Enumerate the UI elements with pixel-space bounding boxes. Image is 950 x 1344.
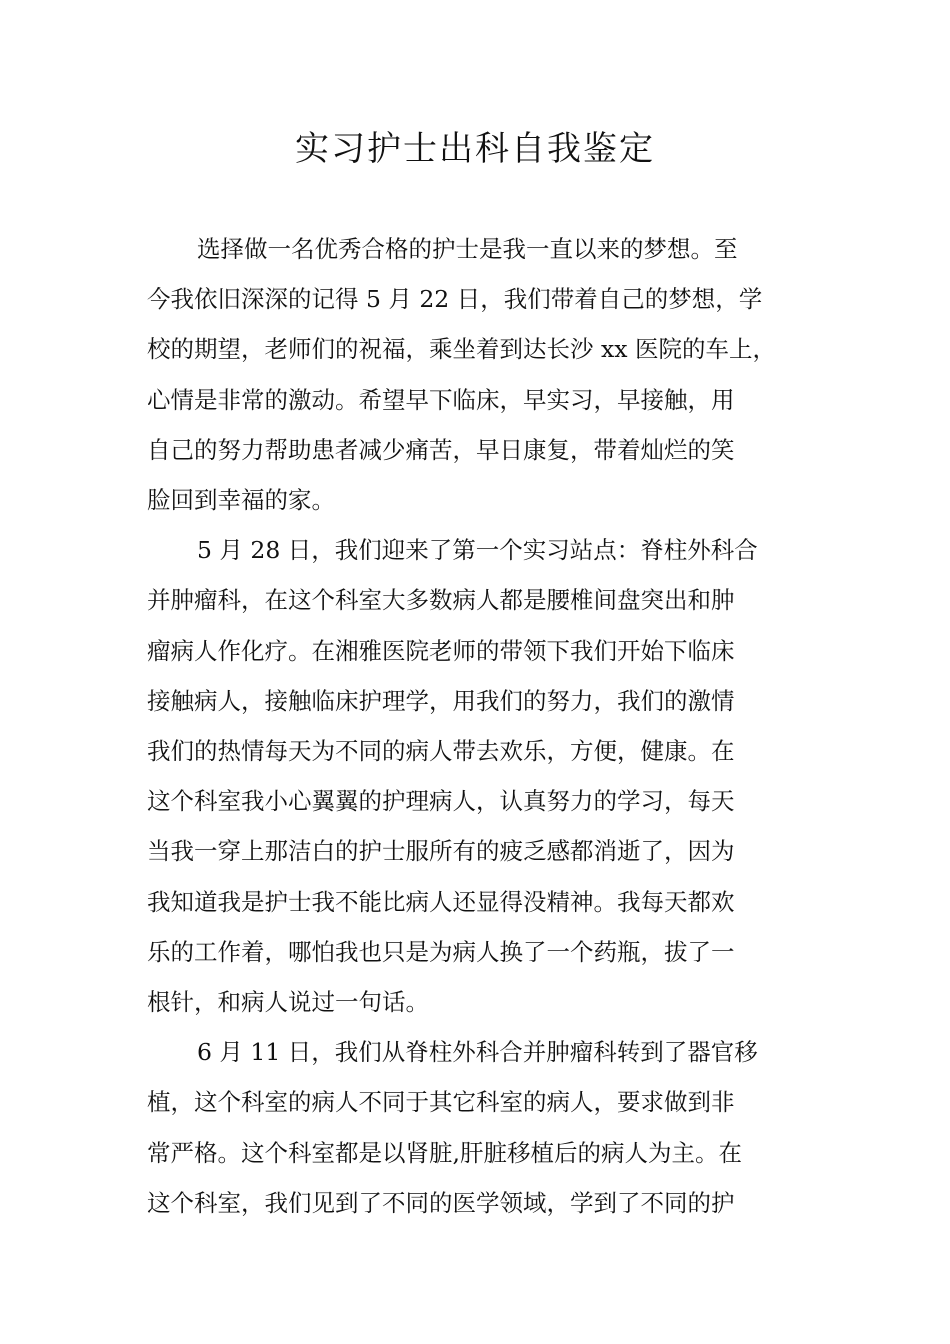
paragraph-line: 5 月 28 日，我们迎来了第一个实习站点：脊柱外科合 [197, 536, 758, 565]
paragraph-1 [147, 224, 812, 525]
paragraph-line: 这个科室，我们见到了不同的医学领域，学到了不同的护 [147, 1188, 735, 1217]
paragraph-line: 根针，和病人说过一句话。 [147, 988, 429, 1017]
paragraph-3 [147, 1027, 812, 1228]
paragraph-line: 常严格。这个科室都是以肾脏,肝脏移植后的病人为主。在 [147, 1138, 742, 1167]
paragraph-line: 瘤病人作化疗。在湘雅医院老师的带领下我们开始下临床 [147, 636, 735, 665]
paragraph-line: 自己的努力帮助患者减少痛苦，早日康复，带着灿烂的笑 [147, 435, 735, 464]
paragraph-line: 接触病人，接触临床护理学，用我们的努力，我们的激情 [147, 686, 735, 715]
paragraph-line: 我知道我是护士我不能比病人还显得没精神。我每天都欢 [147, 887, 735, 916]
paragraph-line: 选择做一名优秀合格的护士是我一直以来的梦想。至 [197, 235, 738, 263]
paragraph-line: 乐的工作着，哪怕我也只是为病人换了一个药瓶，拔了一 [147, 937, 735, 966]
paragraph-line: 这个科室我小心翼翼的护理病人，认真努力的学习，每天 [147, 787, 735, 816]
paragraph-line: 心情是非常的激动。希望早下临床，早实习，早接触，用 [147, 385, 735, 414]
paragraph-line: 脸回到幸福的家。 [147, 486, 335, 515]
document-body [147, 224, 812, 1228]
paragraph-line: 校的期望，老师们的祝福，乘坐着到达长沙 xx 医院的车上， [147, 335, 776, 364]
paragraph-line: 6 月 11 日，我们从脊柱外科合并肿瘤科转到了器官移 [197, 1038, 758, 1067]
paragraph-line: 今我依旧深深的记得 5 月 22 日，我们带着自己的梦想，学 [147, 285, 763, 314]
paragraph-line: 植，这个科室的病人不同于其它科室的病人，要求做到非 [147, 1088, 735, 1117]
paragraph-line: 并肿瘤科，在这个科室大多数病人都是腰椎间盘突出和肿 [147, 586, 735, 615]
paragraph-line: 我们的热情每天为不同的病人带去欢乐，方便，健康。在 [147, 737, 735, 766]
paragraph-2 [147, 525, 812, 1027]
document-title: 实习护士出科自我鉴定 [295, 129, 655, 169]
paragraph-line: 当我一穿上那洁白的护士服所有的疲乏感都消逝了，因为 [147, 837, 735, 866]
